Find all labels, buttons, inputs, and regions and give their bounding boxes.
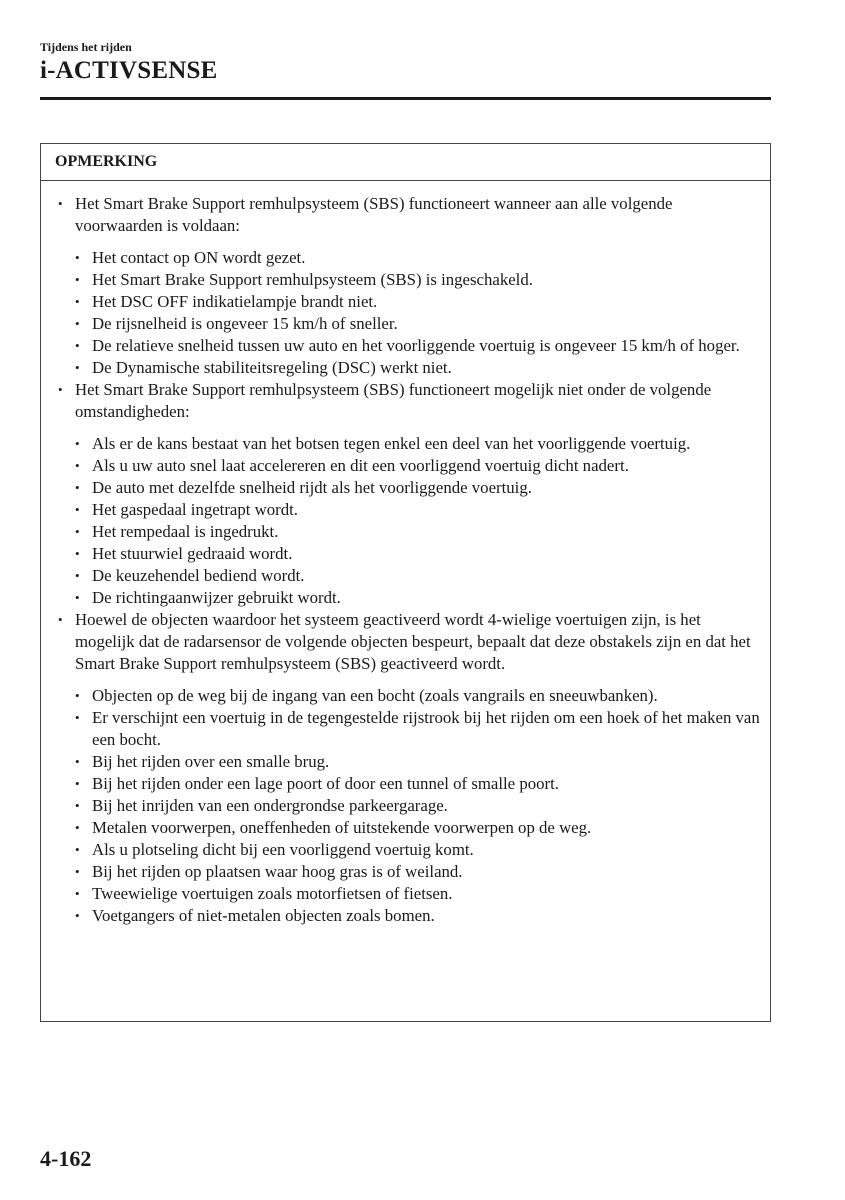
note-subitem — [75, 587, 760, 609]
note-subitem — [75, 291, 760, 313]
bullet-icon: • — [75, 590, 80, 605]
note-subitem — [75, 335, 760, 357]
note-subitem — [75, 773, 760, 795]
bullet-icon: • — [58, 612, 63, 627]
note-subitem — [75, 883, 760, 905]
bullet-icon: • — [75, 502, 80, 517]
bullet-icon: • — [58, 196, 63, 211]
note-item — [41, 193, 760, 379]
note-subitem — [75, 477, 760, 499]
bullet-icon: • — [75, 250, 80, 265]
note-body — [41, 181, 770, 927]
note-subitem — [75, 357, 760, 379]
bullet-icon: • — [75, 568, 80, 583]
note-subitem-text: Als u plotseling dicht bij een voorliggend voertuig komt. — [92, 840, 474, 859]
note-subitem-text: Bij het inrijden van een ondergrondse parkeergarage. — [92, 796, 448, 815]
page-header — [40, 40, 771, 100]
note-subitem — [75, 751, 760, 773]
bullet-icon: • — [75, 338, 80, 353]
bullet-icon: • — [75, 908, 80, 923]
header-divider — [40, 97, 771, 100]
note-title: OPMERKING — [41, 144, 770, 181]
note-subitem-text: De keuzehendel bediend wordt. — [92, 566, 305, 585]
note-item-text: Het Smart Brake Support remhulpsysteem (SBS) functioneert mogelijk niet onder de volgende omstandigheden: — [75, 380, 712, 421]
note-subitem — [75, 861, 760, 883]
note-subitem — [75, 685, 760, 707]
note-subitem — [75, 707, 760, 751]
note-subitem-text: Het gaspedaal ingetrapt wordt. — [92, 500, 298, 519]
bullet-icon: • — [75, 886, 80, 901]
bullet-icon: • — [75, 754, 80, 769]
note-subitem — [75, 313, 760, 335]
bullet-icon: • — [75, 864, 80, 879]
bullet-icon: • — [75, 820, 80, 835]
note-list — [41, 193, 760, 927]
note-subitem-text: Bij het rijden onder een lage poort of door een tunnel of smalle poort. — [92, 774, 559, 793]
bullet-icon: • — [75, 272, 80, 287]
bullet-icon: • — [75, 798, 80, 813]
bullet-icon: • — [75, 688, 80, 703]
note-subitem-text: Voetgangers of niet-metalen objecten zoals bomen. — [92, 906, 435, 925]
note-subitem — [75, 521, 760, 543]
note-subitem — [75, 247, 760, 269]
bullet-icon: • — [75, 524, 80, 539]
note-subitem-text: Het contact op ON wordt gezet. — [92, 248, 306, 267]
page-number: 4-162 — [40, 1146, 92, 1171]
note-box — [40, 143, 771, 1022]
note-subitem — [75, 905, 760, 927]
note-subitem-text: De auto met dezelfde snelheid rijdt als het voorliggende voertuig. — [92, 478, 532, 497]
note-subitem — [75, 455, 760, 477]
bullet-icon: • — [75, 436, 80, 451]
note-subitem — [75, 543, 760, 565]
bullet-icon: • — [75, 360, 80, 375]
note-subitem-text: Het rempedaal is ingedrukt. — [92, 522, 279, 541]
note-item — [41, 609, 760, 927]
bullet-icon: • — [58, 382, 63, 397]
bullet-icon: • — [75, 458, 80, 473]
bullet-icon: • — [75, 546, 80, 561]
note-subitem — [75, 499, 760, 521]
bullet-icon: • — [75, 294, 80, 309]
bullet-icon: • — [75, 316, 80, 331]
note-item — [41, 379, 760, 609]
note-subitem-text: Tweewielige voertuigen zoals motorfietsen of fietsen. — [92, 884, 453, 903]
note-subitem-text: Als er de kans bestaat van het botsen tegen enkel een deel van het voorliggende voertuig. — [92, 434, 691, 453]
note-subitem — [75, 433, 760, 455]
note-subitem-text: De relatieve snelheid tussen uw auto en het voorliggende voertuig is ongeveer 15 km/h of hoger. — [92, 336, 740, 355]
note-sublist — [75, 247, 760, 379]
note-subitem-text: Het stuurwiel gedraaid wordt. — [92, 544, 293, 563]
note-subitem-text: Als u uw auto snel laat accelereren en dit een voorliggend voertuig dicht nadert. — [92, 456, 629, 475]
note-subitem-text: Metalen voorwerpen, oneffenheden of uitstekende voorwerpen op de weg. — [92, 818, 592, 837]
note-subitem — [75, 817, 760, 839]
note-subitem-text: De Dynamische stabiliteitsregeling (DSC) werkt niet. — [92, 358, 452, 377]
note-item-text: Hoewel de objecten waardoor het systeem geactiveerd wordt 4-wielige voertuigen zijn, is het mogelijk dat de radarsensor de volgende objecten bespeurt, bepaalt dat deze obstakels zijn en dat het Smart Brake Support remhulpsysteem (SBS) geactiveerd wordt. — [75, 610, 751, 673]
note-sublist — [75, 685, 760, 927]
note-item-text: Het Smart Brake Support remhulpsysteem (SBS) functioneert wanneer aan alle volgende voorwaarden is voldaan: — [75, 194, 673, 235]
note-subitem-text: Bij het rijden op plaatsen waar hoog gras is of weiland. — [92, 862, 463, 881]
bullet-icon: • — [75, 710, 80, 725]
note-subitem — [75, 839, 760, 861]
bullet-icon: • — [75, 842, 80, 857]
note-subitem-text: De richtingaanwijzer gebruikt wordt. — [92, 588, 341, 607]
note-sublist — [75, 433, 760, 609]
note-subitem-text: Er verschijnt een voertuig in de tegengestelde rijstrook bij het rijden om een hoek of het maken van een bocht. — [92, 708, 760, 749]
chapter-title: i-ACTIVSENSE — [40, 57, 218, 84]
note-subitem-text: De rijsnelheid is ongeveer 15 km/h of sneller. — [92, 314, 398, 333]
note-subitem — [75, 795, 760, 817]
bullet-icon: • — [75, 776, 80, 791]
note-subitem-text: Het Smart Brake Support remhulpsysteem (SBS) is ingeschakeld. — [92, 270, 533, 289]
note-subitem-text: Het DSC OFF indikatielampje brandt niet. — [92, 292, 378, 311]
section-label: Tijdens het rijden — [40, 40, 132, 54]
note-subitem-text: Bij het rijden over een smalle brug. — [92, 752, 330, 771]
note-subitem — [75, 269, 760, 291]
note-subitem — [75, 565, 760, 587]
bullet-icon: • — [75, 480, 80, 495]
note-subitem-text: Objecten op de weg bij de ingang van een bocht (zoals vangrails en sneeuwbanken). — [92, 686, 658, 705]
